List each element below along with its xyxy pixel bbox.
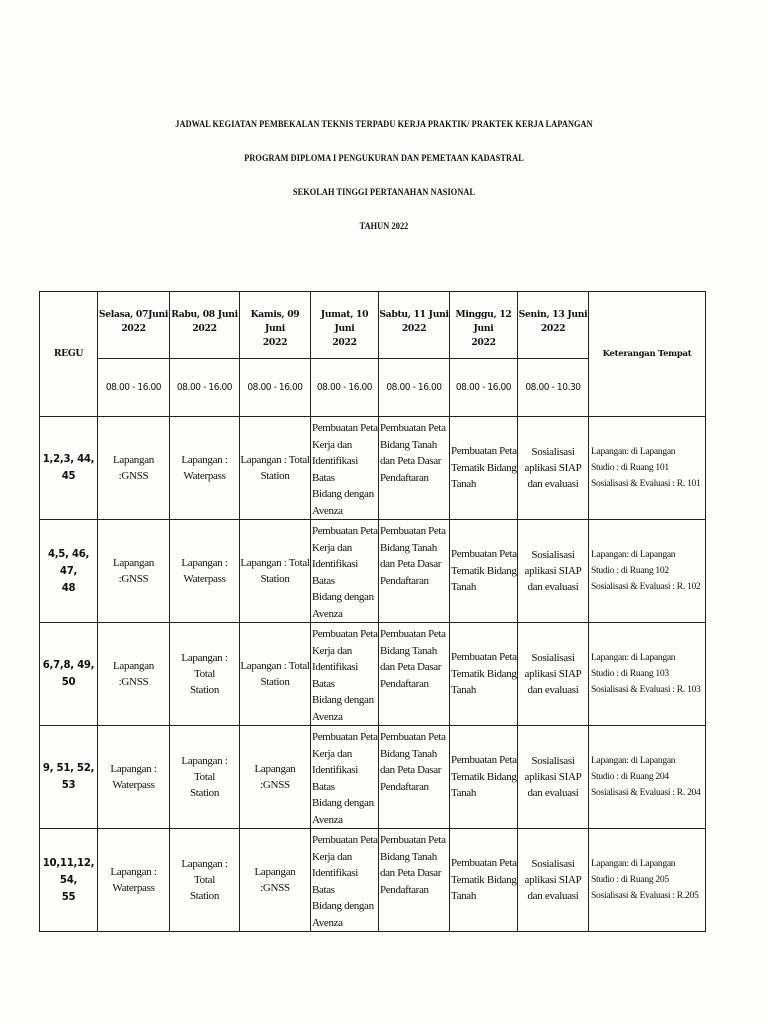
activity-cell-line: Avenza — [312, 504, 343, 517]
activity-cell-line: Tanah — [451, 581, 476, 594]
time-range: 08.00 - 16.00 — [379, 359, 450, 417]
regu-header: REGU — [40, 292, 98, 417]
activity-cell-line: Avenza — [312, 710, 343, 723]
activity-cell-line: Tematik Bidang — [451, 667, 517, 680]
keterangan-cell-line: Studio : di Ruang 205 — [591, 874, 669, 885]
activity-cell-line: dan Peta Dasar — [380, 867, 442, 879]
day-header — [450, 292, 518, 359]
title-line-1: JADWAL KEGIATAN PEMBEKALAN TEKNIS TERPADU KERJA PRAKTIK/ PRAKTEK KERJA LAPANGAN — [175, 119, 593, 129]
activity-cell — [518, 829, 589, 932]
day-header — [518, 292, 589, 359]
regu-cell-line: 1,2,3, 44, 45 — [42, 454, 95, 482]
keterangan-cell-line: Studio : di Ruang 101 — [591, 462, 669, 473]
activity-cell-line: Pembuatan Peta — [380, 834, 446, 846]
activity-cell-line: dan evaluasi — [527, 478, 579, 490]
activity-cell-line: Station — [260, 470, 290, 482]
regu-cell — [40, 520, 98, 623]
keterangan-cell-line: Sosialisasi & Evaluasi : R. 204 — [591, 787, 701, 798]
keterangan-cell-line: Lapangan: di Lapangan — [591, 858, 676, 869]
activity-cell — [518, 417, 589, 520]
activity-cell-line: Tanah — [451, 684, 476, 697]
regu-cell — [40, 623, 98, 726]
keterangan-cell-line: Sosialisasi & Evaluasi : R.205 — [591, 890, 699, 901]
activity-cell-line: Pembuatan Peta — [312, 422, 378, 434]
activity-cell-line: Station — [189, 684, 220, 696]
table-row — [40, 829, 706, 932]
activity-cell-line: Sosialisasi — [531, 446, 575, 458]
keterangan-cell — [589, 829, 706, 932]
activity-cell-line: aplikasi SIAP — [524, 565, 582, 577]
day-header-line1: Sabtu, 11 Juni — [379, 309, 449, 320]
activity-cell-line: Lapangan : Total — [240, 557, 310, 569]
activity-cell-line: Kerja dan — [312, 644, 352, 657]
activity-cell-line: Waterpass — [112, 882, 155, 894]
activity-cell-line: Pendaftaran — [380, 471, 429, 484]
day-header — [240, 292, 311, 359]
activity-cell-line: Avenza — [312, 607, 343, 620]
activity-cell-line: Identifikasi Batas — [312, 764, 358, 793]
regu-cell-line: 4,5, 46, 47, — [47, 548, 90, 577]
activity-cell-line: aplikasi SIAP — [524, 668, 582, 680]
activity-cell — [518, 726, 589, 829]
activity-cell-line: Station — [189, 890, 220, 902]
activity-cell — [240, 726, 311, 829]
activity-cell-line: Waterpass — [183, 573, 226, 585]
time-range: 08.00 - 16.00 — [240, 359, 311, 417]
activity-cell-line: Kerja dan — [312, 747, 352, 760]
activity-cell — [379, 726, 450, 829]
activity-cell-line: dan Peta Dasar — [380, 558, 442, 570]
activity-cell-line: dan Peta Dasar — [380, 661, 442, 673]
activity-cell-line: Bidang dengan — [312, 591, 374, 603]
activity-cell — [98, 829, 170, 932]
activity-cell-line: Station — [260, 573, 290, 585]
time-range: 08.00 - 16.00 — [450, 359, 518, 417]
activity-cell — [379, 829, 450, 932]
activity-cell — [311, 829, 379, 932]
day-header-line2: 2022 — [540, 323, 566, 334]
keterangan-cell-line: Sosialisasi & Evaluasi : R. 102 — [591, 581, 701, 592]
activity-cell-line: Station — [189, 787, 220, 799]
day-header-line2: 2022 — [262, 337, 288, 348]
day-header — [379, 292, 450, 359]
activity-cell-line: Bidang Tanah — [380, 644, 437, 657]
keterangan-cell-line: Lapangan: di Lapangan — [591, 652, 676, 663]
keterangan-cell — [589, 726, 706, 829]
activity-cell — [518, 520, 589, 623]
keterangan-cell-line: Sosialisasi & Evaluasi : R. 103 — [591, 684, 701, 695]
activity-cell-line: Tematik Bidang — [451, 564, 517, 577]
regu-cell — [40, 726, 98, 829]
activity-cell-line: Waterpass — [112, 779, 155, 791]
activity-cell-line: Identifikasi Batas — [312, 558, 358, 587]
time-range: 08.00 - 16.00 — [170, 359, 240, 417]
activity-cell-line: Pendaftaran — [380, 780, 429, 793]
activity-cell-line: Bidang Tanah — [380, 747, 437, 760]
table-row — [40, 520, 706, 623]
table-row — [40, 623, 706, 726]
activity-cell-line: Identifikasi Batas — [312, 867, 358, 896]
activity-cell-line: Kerja dan — [312, 438, 352, 451]
activity-cell — [240, 520, 311, 623]
activity-cell — [379, 417, 450, 520]
activity-cell-line: Bidang dengan — [312, 900, 374, 912]
activity-cell — [311, 520, 379, 623]
activity-cell — [379, 520, 450, 623]
day-header-line1: Senin, 13 Juni — [518, 309, 588, 320]
regu-cell — [40, 829, 98, 932]
activity-cell — [170, 520, 240, 623]
activity-cell — [98, 726, 170, 829]
activity-cell-line: Bidang dengan — [312, 797, 374, 809]
day-header-line2: 2022 — [192, 323, 217, 334]
activity-cell-line: Station — [260, 676, 290, 688]
schedule-table — [39, 291, 706, 932]
activity-cell-line: Lapangan : Total — [181, 755, 228, 783]
activity-cell-line: Identifikasi Batas — [312, 661, 358, 690]
document-heading — [0, 118, 768, 232]
activity-cell-line: Pembuatan Peta — [451, 651, 517, 664]
activity-cell-line: dan evaluasi — [527, 787, 579, 799]
activity-cell-line: dan Peta Dasar — [380, 764, 442, 776]
activity-cell-line: Pembuatan Peta — [312, 525, 378, 537]
activity-cell-line: aplikasi SIAP — [524, 462, 582, 474]
activity-cell-line: Bidang Tanah — [380, 438, 437, 451]
regu-cell-line: 10,11,12, 54, — [42, 857, 95, 886]
activity-cell-line: aplikasi SIAP — [524, 771, 582, 783]
activity-cell-line: Sosialisasi — [531, 858, 575, 870]
activity-cell-line: Lapangan :GNSS — [254, 866, 296, 894]
activity-cell — [450, 520, 518, 623]
activity-cell — [450, 829, 518, 932]
activity-cell — [170, 417, 240, 520]
time-range: 08.00 - 16.00 — [311, 359, 379, 417]
activity-cell-line: Sosialisasi — [531, 755, 575, 767]
activity-cell-line: Tanah — [451, 890, 476, 903]
activity-cell-line: Lapangan : — [110, 866, 157, 878]
activity-cell-line: Waterpass — [183, 470, 226, 482]
activity-cell-line: Bidang Tanah — [380, 541, 437, 554]
regu-cell-line: 6,7,8, 49, 50 — [42, 660, 95, 688]
time-range: 08.00 - 10.30 — [518, 359, 589, 417]
activity-cell-line: Bidang dengan — [312, 694, 374, 706]
table-row — [40, 417, 706, 520]
activity-cell-line: Lapangan : Total — [240, 454, 310, 466]
activity-cell — [240, 417, 311, 520]
activity-cell-line: Bidang dengan — [312, 488, 374, 500]
day-header-line2: 2022 — [332, 337, 357, 348]
activity-cell — [240, 829, 311, 932]
keterangan-cell — [589, 623, 706, 726]
activity-cell-line: dan evaluasi — [527, 581, 579, 593]
activity-cell — [379, 623, 450, 726]
activity-cell — [518, 623, 589, 726]
activity-cell-line: Lapangan :GNSS — [113, 557, 154, 585]
day-header-line1: Jumat, 10 Juni — [320, 309, 369, 334]
activity-cell — [311, 417, 379, 520]
day-header-line1: Selasa, 07Juni — [98, 309, 169, 320]
activity-cell — [98, 417, 170, 520]
day-header-line2: 2022 — [471, 337, 496, 348]
activity-cell-line: Pendaftaran — [380, 883, 429, 896]
time-range: 08.00 - 16.00 — [98, 359, 170, 417]
activity-cell-line: Pembuatan Peta — [451, 857, 517, 870]
activity-cell-line: Pembuatan Peta — [312, 834, 378, 846]
activity-cell-line: Tematik Bidang — [451, 770, 517, 783]
activity-cell-line: dan evaluasi — [527, 684, 579, 696]
regu-cell-line: 55 — [61, 891, 76, 903]
keterangan-cell-line: Lapangan: di Lapangan — [591, 446, 676, 457]
keterangan-cell-line: Sosialisasi & Evaluasi : R. 101 — [591, 478, 701, 489]
activity-cell-line: Bidang Tanah — [380, 850, 437, 863]
activity-cell-line: Identifikasi Batas — [312, 455, 358, 484]
activity-cell-line: Tanah — [451, 787, 476, 800]
title-line-2: PROGRAM DIPLOMA I PENGUKURAN DAN PEMETAAN KADASTRAL — [244, 153, 524, 163]
activity-cell-line: Pembuatan Peta — [380, 731, 446, 743]
activity-cell-line: Lapangan : Total — [181, 652, 228, 680]
activity-cell-line: Lapangan :GNSS — [113, 454, 154, 482]
activity-cell — [98, 520, 170, 623]
activity-cell-line: Pembuatan Peta — [312, 731, 378, 743]
activity-cell-line: Lapangan : — [181, 557, 228, 569]
activity-cell — [170, 726, 240, 829]
activity-cell-line: Pembuatan Peta — [380, 422, 446, 434]
header-row-days — [40, 292, 706, 359]
title-line-3: SEKOLAH TINGGI PERTANAHAN NASIONAL — [292, 187, 476, 197]
activity-cell-line: dan Peta Dasar — [380, 455, 442, 467]
keterangan-cell — [589, 520, 706, 623]
keterangan-cell-line: Studio : di Ruang 204 — [591, 771, 669, 782]
day-header — [311, 292, 379, 359]
regu-cell-line: 9, 51, 52, 53 — [42, 763, 95, 791]
activity-cell-line: Sosialisasi — [531, 652, 575, 664]
activity-cell-line: Lapangan : Total — [181, 858, 228, 886]
activity-cell-line: Lapangan :GNSS — [254, 763, 296, 791]
activity-cell-line: Tematik Bidang — [451, 461, 517, 474]
activity-cell-line: Pembuatan Peta — [380, 628, 446, 640]
activity-cell-line: Pembuatan Peta — [451, 548, 517, 561]
activity-cell-line: Avenza — [312, 813, 343, 826]
activity-cell-line: Lapangan : — [181, 454, 228, 466]
keterangan-cell-line: Lapangan: di Lapangan — [591, 755, 676, 766]
activity-cell-line: Kerja dan — [312, 850, 352, 863]
activity-cell — [170, 829, 240, 932]
activity-cell-line: Avenza — [312, 916, 343, 929]
activity-cell-line: Pembuatan Peta — [451, 445, 517, 458]
activity-cell-line: Lapangan : — [110, 763, 157, 775]
activity-cell-line: aplikasi SIAP — [524, 874, 582, 886]
activity-cell — [170, 623, 240, 726]
activity-cell — [240, 623, 311, 726]
day-header-line2: 2022 — [401, 323, 427, 334]
activity-cell-line: Lapangan : Total — [240, 660, 310, 672]
activity-cell — [98, 623, 170, 726]
activity-cell-line: Tematik Bidang — [451, 873, 517, 886]
activity-cell-line: Pembuatan Peta — [451, 754, 517, 767]
activity-cell — [450, 623, 518, 726]
regu-cell — [40, 417, 98, 520]
activity-cell-line: dan evaluasi — [527, 890, 579, 902]
keterangan-cell-line: Studio : di Ruang 102 — [591, 565, 669, 576]
day-header-line2: 2022 — [121, 323, 146, 334]
regu-cell-line: 48 — [61, 582, 76, 594]
title-line-4: TAHUN 2022 — [359, 221, 409, 231]
activity-cell-line: Lapangan :GNSS — [113, 660, 154, 688]
day-header — [170, 292, 240, 359]
activity-cell-line: Tanah — [451, 478, 476, 491]
day-header-line1: Rabu, 08 Juni — [171, 309, 238, 320]
day-header — [98, 292, 170, 359]
activity-cell — [450, 417, 518, 520]
schedule-body — [40, 417, 706, 932]
day-header-line1: Minggu, 12 Juni — [455, 309, 512, 334]
keterangan-cell — [589, 417, 706, 520]
activity-cell — [311, 726, 379, 829]
day-header-line1: Kamis, 09 Juni — [250, 309, 300, 334]
activity-cell-line: Pendaftaran — [380, 574, 429, 587]
keterangan-cell-line: Studio : di Ruang 103 — [591, 668, 669, 679]
activity-cell-line: Pembuatan Peta — [312, 628, 378, 640]
activity-cell-line: Sosialisasi — [531, 549, 575, 561]
activity-cell-line: Kerja dan — [312, 541, 352, 554]
activity-cell-line: Pendaftaran — [380, 677, 429, 690]
activity-cell — [450, 726, 518, 829]
activity-cell — [311, 623, 379, 726]
keterangan-cell-line: Lapangan: di Lapangan — [591, 549, 676, 560]
activity-cell-line: Pembuatan Peta — [380, 525, 446, 537]
keterangan-header: Keterangan Tempat — [589, 292, 706, 417]
table-row — [40, 726, 706, 829]
